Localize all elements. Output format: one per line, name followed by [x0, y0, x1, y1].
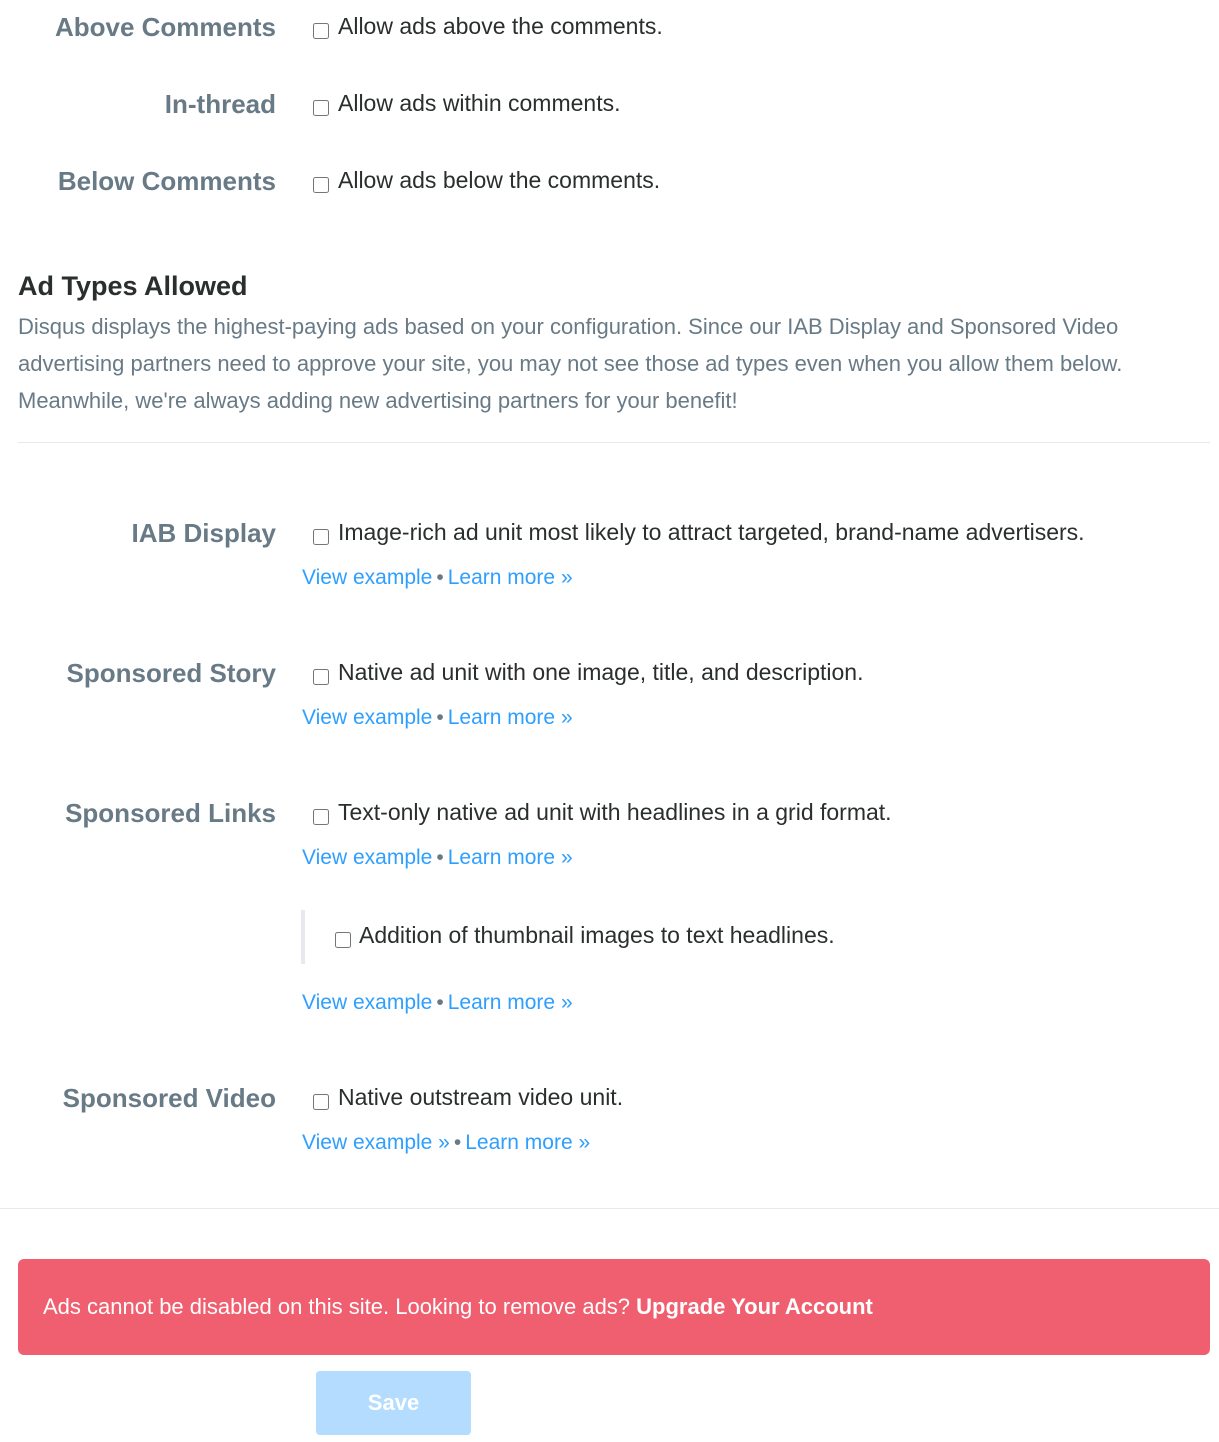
sponsored-story-checkbox-text[interactable]: Native ad unit with one image, title, and description.	[338, 659, 864, 685]
ad-types-description: Disqus displays the highest-paying ads based on your configuration. Since our IAB Display and Sponsored Video advertising partners need to approve your site, you may not see those ad types even when you allow them below. Meanwhile, we're always adding new advertising partners for your benefit!	[18, 314, 1123, 413]
sub-option-indent-bar	[301, 910, 305, 964]
link-separator: •	[453, 1131, 462, 1154]
sponsored-links-links	[302, 846, 573, 870]
sponsored-story-checkbox[interactable]	[313, 669, 329, 685]
sponsored-links-label: Sponsored Links	[65, 798, 276, 828]
sponsored-video-checkbox[interactable]	[313, 1094, 329, 1110]
thumbnails-checkbox-text[interactable]: Addition of thumbnail images to text headlines.	[359, 922, 835, 948]
above-comments-label: Above Comments	[54, 12, 276, 42]
sponsored-video-checkbox-text[interactable]: Native outstream video unit.	[338, 1084, 624, 1110]
below-comments-label: Below Comments	[57, 166, 276, 196]
iab-display-label: IAB Display	[131, 518, 276, 548]
sponsored-video-links	[302, 1131, 590, 1155]
sponsored-video-view-example-link[interactable]: View example »	[302, 1131, 450, 1154]
sponsored-links-learn-more-link[interactable]: Learn more »	[447, 846, 573, 869]
sponsored-story-label: Sponsored Story	[66, 658, 276, 688]
link-separator: •	[436, 706, 444, 729]
thumbnails-links	[302, 991, 573, 1015]
in-thread-checkbox[interactable]	[313, 100, 329, 116]
in-thread-checkbox-text[interactable]: Allow ads within comments.	[338, 90, 621, 116]
sponsored-links-view-example-link[interactable]: View example	[302, 846, 433, 869]
iab-display-view-example-link[interactable]: View example	[302, 566, 433, 589]
link-separator: •	[436, 846, 444, 869]
upgrade-account-link[interactable]: Upgrade Your Account	[636, 1294, 873, 1319]
iab-display-learn-more-link[interactable]: Learn more »	[447, 566, 573, 589]
sponsored-story-view-example-link[interactable]: View example	[302, 706, 433, 729]
iab-display-checkbox-text[interactable]: Image-rich ad unit most likely to attract targeted, brand-name advertisers.	[338, 519, 1085, 545]
above-comments-checkbox-text[interactable]: Allow ads above the comments.	[338, 13, 663, 39]
sponsored-story-learn-more-link[interactable]: Learn more »	[447, 706, 573, 729]
section-divider	[18, 442, 1210, 443]
thumbnails-view-example-link[interactable]: View example	[302, 991, 433, 1014]
sponsored-video-label: Sponsored Video	[62, 1083, 276, 1113]
footer-divider	[0, 1208, 1219, 1209]
sponsored-links-checkbox[interactable]	[313, 809, 329, 825]
below-comments-checkbox-text[interactable]: Allow ads below the comments.	[338, 167, 661, 193]
link-separator: •	[436, 991, 444, 1014]
above-comments-checkbox[interactable]	[313, 23, 329, 39]
in-thread-label: In-thread	[164, 89, 276, 119]
below-comments-checkbox[interactable]	[313, 177, 329, 193]
sponsored-links-checkbox-text[interactable]: Text-only native ad unit with headlines in a grid format.	[338, 799, 892, 825]
thumbnails-checkbox[interactable]	[335, 932, 351, 948]
link-separator: •	[436, 566, 444, 589]
ads-alert-banner	[18, 1259, 1210, 1355]
sponsored-video-learn-more-link[interactable]: Learn more »	[465, 1131, 591, 1154]
save-button[interactable]: Save	[316, 1371, 471, 1435]
alert-message: Ads cannot be disabled on this site. Looking to remove ads?	[43, 1294, 637, 1319]
iab-display-links	[302, 566, 573, 590]
sponsored-story-links	[302, 706, 573, 730]
thumbnails-learn-more-link[interactable]: Learn more »	[447, 991, 573, 1014]
iab-display-checkbox[interactable]	[313, 529, 329, 545]
ad-types-title: Ad Types Allowed	[18, 271, 248, 301]
